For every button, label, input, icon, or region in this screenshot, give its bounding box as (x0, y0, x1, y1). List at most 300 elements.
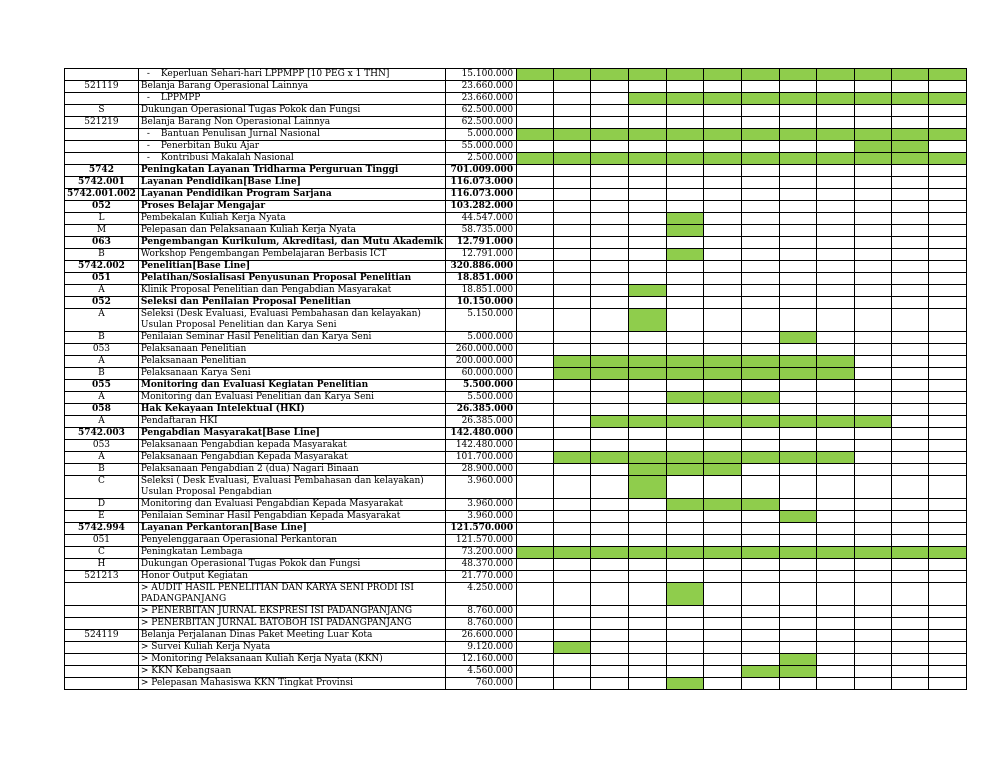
account-code-cell: C (65, 547, 139, 559)
table-row (65, 392, 967, 404)
month-cell-1 (517, 165, 554, 177)
month-cell-8 (780, 213, 817, 225)
bullet-dash: - (146, 141, 150, 151)
month-cell-5 (667, 428, 704, 440)
description-text: LPPMPP (160, 93, 201, 103)
description-cell: Pelaksanaan Pengabdian kepada Masyarakat (138, 440, 445, 452)
month-cell-9 (817, 654, 855, 666)
month-cell-2 (554, 380, 591, 392)
month-cell-9 (817, 261, 855, 273)
table-row (65, 583, 967, 606)
description-cell: Belanja Barang Non Operasional Lainnya (138, 117, 445, 129)
month-cell-4 (629, 368, 667, 380)
month-cell-5 (667, 559, 704, 571)
month-cell-2 (554, 297, 591, 309)
month-cell-12 (929, 392, 967, 404)
amount-cell: 60.000.000 (446, 368, 517, 380)
month-cell-9 (817, 201, 855, 213)
month-cell-5 (667, 189, 704, 201)
month-cell-7 (742, 535, 780, 547)
month-cell-6 (704, 523, 742, 535)
month-cell-6 (704, 213, 742, 225)
month-cell-2 (554, 189, 591, 201)
table-row (65, 404, 967, 416)
month-cell-7 (742, 523, 780, 535)
month-cell-10 (855, 583, 892, 606)
month-cell-8 (780, 117, 817, 129)
month-cell-11 (892, 309, 929, 332)
month-cell-12 (929, 571, 967, 583)
description-cell: > PENERBITAN JURNAL EKSPRESI ISI PADANGPANJANG (138, 606, 445, 618)
amount-cell: 12.791.000 (446, 237, 517, 249)
table-row (65, 356, 967, 368)
month-cell-1 (517, 213, 554, 225)
month-cell-3 (591, 81, 629, 93)
month-cell-11 (892, 249, 929, 261)
month-cell-7 (742, 416, 780, 428)
month-cell-7 (742, 189, 780, 201)
amount-cell: 12.791.000 (446, 249, 517, 261)
month-cell-1 (517, 93, 554, 105)
month-cell-7 (742, 404, 780, 416)
month-cell-5 (667, 583, 704, 606)
month-cell-10 (855, 213, 892, 225)
month-cell-1 (517, 237, 554, 249)
month-cell-11 (892, 297, 929, 309)
month-cell-1 (517, 392, 554, 404)
month-cell-8 (780, 273, 817, 285)
month-cell-12 (929, 177, 967, 189)
month-cell-8 (780, 583, 817, 606)
month-cell-4 (629, 499, 667, 511)
month-cell-10 (855, 153, 892, 165)
month-cell-10 (855, 356, 892, 368)
month-cell-4 (629, 225, 667, 237)
month-cell-10 (855, 177, 892, 189)
month-cell-12 (929, 583, 967, 606)
month-cell-6 (704, 237, 742, 249)
month-cell-11 (892, 630, 929, 642)
month-cell-2 (554, 464, 591, 476)
account-code-cell: 521219 (65, 117, 139, 129)
month-cell-3 (591, 332, 629, 344)
table-row (65, 177, 967, 189)
table-row (65, 642, 967, 654)
month-cell-8 (780, 165, 817, 177)
month-cell-1 (517, 535, 554, 547)
month-cell-12 (929, 416, 967, 428)
account-code-cell: 052 (65, 297, 139, 309)
amount-cell: 5.150.000 (446, 309, 517, 332)
month-cell-7 (742, 511, 780, 523)
amount-cell: 18.851.000 (446, 273, 517, 285)
month-cell-4 (629, 618, 667, 630)
month-cell-12 (929, 332, 967, 344)
table-row (65, 344, 967, 356)
month-cell-12 (929, 141, 967, 153)
month-cell-5 (667, 499, 704, 511)
month-cell-8 (780, 177, 817, 189)
month-cell-11 (892, 606, 929, 618)
month-cell-1 (517, 177, 554, 189)
month-cell-6 (704, 81, 742, 93)
account-code-cell: 5742.001.002 (65, 189, 139, 201)
month-cell-2 (554, 213, 591, 225)
month-cell-12 (929, 666, 967, 678)
month-cell-5 (667, 678, 704, 690)
month-cell-2 (554, 141, 591, 153)
table-row (65, 428, 967, 440)
month-cell-9 (817, 309, 855, 332)
account-code-cell (65, 153, 139, 165)
month-cell-7 (742, 666, 780, 678)
description-cell: Penilaian Seminar Hasil Penelitian dan Karya Seni (138, 332, 445, 344)
amount-cell: 142.480.000 (446, 440, 517, 452)
month-cell-7 (742, 547, 780, 559)
month-cell-12 (929, 129, 967, 141)
month-cell-10 (855, 249, 892, 261)
month-cell-2 (554, 678, 591, 690)
month-cell-11 (892, 141, 929, 153)
month-cell-3 (591, 129, 629, 141)
month-cell-8 (780, 618, 817, 630)
month-cell-9 (817, 368, 855, 380)
month-cell-6 (704, 105, 742, 117)
description-cell: Pembekalan Kuliah Kerja Nyata (138, 213, 445, 225)
month-cell-9 (817, 559, 855, 571)
account-code-cell: A (65, 416, 139, 428)
amount-cell: 62.500.000 (446, 105, 517, 117)
month-cell-6 (704, 559, 742, 571)
month-cell-9 (817, 225, 855, 237)
month-cell-1 (517, 141, 554, 153)
description-cell: > AUDIT HASIL PENELITIAN DAN KARYA SENI PRODI ISI PADANGPANJANG (138, 583, 445, 606)
month-cell-2 (554, 129, 591, 141)
month-cell-5 (667, 630, 704, 642)
month-cell-6 (704, 69, 742, 81)
month-cell-7 (742, 380, 780, 392)
month-cell-11 (892, 678, 929, 690)
month-cell-1 (517, 225, 554, 237)
description-text: Keperluan Sehari-hari LPPMPP [10 PEG x 1 THN] (160, 69, 390, 79)
month-cell-6 (704, 392, 742, 404)
month-cell-6 (704, 93, 742, 105)
description-cell: Proses Belajar Mengajar (138, 201, 445, 213)
month-cell-4 (629, 523, 667, 535)
month-cell-2 (554, 309, 591, 332)
month-cell-7 (742, 452, 780, 464)
description-cell: Pengabdian Masyarakat[Base Line] (138, 428, 445, 440)
amount-cell: 55.000.000 (446, 141, 517, 153)
month-cell-3 (591, 213, 629, 225)
amount-cell: 18.851.000 (446, 285, 517, 297)
account-code-cell: D (65, 499, 139, 511)
month-cell-9 (817, 511, 855, 523)
month-cell-2 (554, 654, 591, 666)
month-cell-3 (591, 285, 629, 297)
month-cell-10 (855, 344, 892, 356)
month-cell-12 (929, 153, 967, 165)
table-row (65, 618, 967, 630)
month-cell-2 (554, 571, 591, 583)
month-cell-1 (517, 416, 554, 428)
month-cell-12 (929, 309, 967, 332)
month-cell-11 (892, 81, 929, 93)
month-cell-7 (742, 571, 780, 583)
account-code-cell (65, 678, 139, 690)
amount-cell: 26.385.000 (446, 404, 517, 416)
month-cell-6 (704, 380, 742, 392)
month-cell-6 (704, 344, 742, 356)
month-cell-3 (591, 452, 629, 464)
account-code-cell (65, 93, 139, 105)
account-code-cell: 063 (65, 237, 139, 249)
month-cell-7 (742, 368, 780, 380)
month-cell-10 (855, 285, 892, 297)
month-cell-2 (554, 547, 591, 559)
month-cell-7 (742, 428, 780, 440)
month-cell-1 (517, 452, 554, 464)
description-cell: Honor Output Kegiatan (138, 571, 445, 583)
amount-cell: 9.120.000 (446, 642, 517, 654)
table-row (65, 129, 967, 141)
month-cell-2 (554, 344, 591, 356)
amount-cell: 26.600.000 (446, 630, 517, 642)
month-cell-3 (591, 189, 629, 201)
account-code-cell (65, 606, 139, 618)
month-cell-9 (817, 404, 855, 416)
month-cell-3 (591, 547, 629, 559)
month-cell-1 (517, 476, 554, 499)
month-cell-7 (742, 261, 780, 273)
month-cell-5 (667, 261, 704, 273)
description-cell: > Monitoring Pelaksanaan Kuliah Kerja Nyata (KKN) (138, 654, 445, 666)
month-cell-6 (704, 476, 742, 499)
month-cell-9 (817, 332, 855, 344)
description-cell (138, 153, 445, 165)
month-cell-6 (704, 440, 742, 452)
month-cell-6 (704, 678, 742, 690)
month-cell-4 (629, 452, 667, 464)
month-cell-11 (892, 356, 929, 368)
month-cell-7 (742, 642, 780, 654)
month-cell-12 (929, 606, 967, 618)
month-cell-2 (554, 93, 591, 105)
month-cell-6 (704, 285, 742, 297)
month-cell-5 (667, 332, 704, 344)
amount-cell: 5.000.000 (446, 332, 517, 344)
month-cell-10 (855, 416, 892, 428)
amount-cell: 116.073.000 (446, 189, 517, 201)
month-cell-3 (591, 416, 629, 428)
month-cell-5 (667, 392, 704, 404)
month-cell-12 (929, 356, 967, 368)
month-cell-4 (629, 344, 667, 356)
month-cell-6 (704, 117, 742, 129)
month-cell-10 (855, 476, 892, 499)
table-row (65, 571, 967, 583)
month-cell-6 (704, 297, 742, 309)
month-cell-11 (892, 476, 929, 499)
month-cell-12 (929, 201, 967, 213)
month-cell-5 (667, 404, 704, 416)
bullet-dash: - (146, 93, 150, 103)
table-row (65, 153, 967, 165)
month-cell-3 (591, 309, 629, 332)
amount-cell: 4.250.000 (446, 583, 517, 606)
account-code-cell: 521213 (65, 571, 139, 583)
month-cell-2 (554, 69, 591, 81)
month-cell-3 (591, 201, 629, 213)
month-cell-9 (817, 452, 855, 464)
table-row (65, 213, 967, 225)
table-row (65, 464, 967, 476)
month-cell-2 (554, 606, 591, 618)
amount-cell: 5.000.000 (446, 129, 517, 141)
month-cell-7 (742, 476, 780, 499)
description-cell: Penyelenggaraan Operasional Perkantoran (138, 535, 445, 547)
month-cell-4 (629, 511, 667, 523)
table-row (65, 105, 967, 117)
month-cell-1 (517, 440, 554, 452)
month-cell-2 (554, 177, 591, 189)
amount-cell: 73.200.000 (446, 547, 517, 559)
month-cell-2 (554, 237, 591, 249)
account-code-cell: 051 (65, 535, 139, 547)
month-cell-2 (554, 535, 591, 547)
month-cell-10 (855, 309, 892, 332)
amount-cell: 3.960.000 (446, 476, 517, 499)
month-cell-10 (855, 141, 892, 153)
month-cell-1 (517, 630, 554, 642)
month-cell-9 (817, 440, 855, 452)
account-code-cell: A (65, 356, 139, 368)
month-cell-5 (667, 105, 704, 117)
description-cell: Dukungan Operasional Tugas Pokok dan Fungsi (138, 105, 445, 117)
month-cell-2 (554, 476, 591, 499)
month-cell-1 (517, 69, 554, 81)
table-row (65, 380, 967, 392)
table-row (65, 535, 967, 547)
month-cell-4 (629, 535, 667, 547)
month-cell-1 (517, 249, 554, 261)
month-cell-11 (892, 642, 929, 654)
account-code-cell: M (65, 225, 139, 237)
month-cell-7 (742, 153, 780, 165)
month-cell-5 (667, 273, 704, 285)
month-cell-2 (554, 225, 591, 237)
table-row (65, 476, 967, 499)
month-cell-11 (892, 452, 929, 464)
month-cell-5 (667, 153, 704, 165)
month-cell-12 (929, 678, 967, 690)
month-cell-7 (742, 654, 780, 666)
month-cell-4 (629, 141, 667, 153)
month-cell-9 (817, 571, 855, 583)
month-cell-6 (704, 416, 742, 428)
month-cell-2 (554, 511, 591, 523)
month-cell-2 (554, 404, 591, 416)
month-cell-3 (591, 105, 629, 117)
month-cell-11 (892, 583, 929, 606)
month-cell-1 (517, 618, 554, 630)
month-cell-3 (591, 511, 629, 523)
month-cell-4 (629, 261, 667, 273)
account-code-cell: A (65, 309, 139, 332)
month-cell-11 (892, 201, 929, 213)
month-cell-10 (855, 499, 892, 511)
description-cell: Belanja Barang Operasional Lainnya (138, 81, 445, 93)
amount-cell: 260.000.000 (446, 344, 517, 356)
account-code-cell: 055 (65, 380, 139, 392)
description-cell: > Survei Kuliah Kerja Nyata (138, 642, 445, 654)
amount-cell: 200.000.000 (446, 356, 517, 368)
month-cell-2 (554, 261, 591, 273)
month-cell-2 (554, 440, 591, 452)
month-cell-6 (704, 499, 742, 511)
amount-cell: 44.547.000 (446, 213, 517, 225)
month-cell-9 (817, 213, 855, 225)
amount-cell: 15.100.000 (446, 69, 517, 81)
month-cell-9 (817, 464, 855, 476)
month-cell-10 (855, 618, 892, 630)
month-cell-9 (817, 547, 855, 559)
month-cell-4 (629, 213, 667, 225)
month-cell-12 (929, 630, 967, 642)
month-cell-10 (855, 165, 892, 177)
month-cell-7 (742, 309, 780, 332)
account-code-cell (65, 666, 139, 678)
month-cell-9 (817, 237, 855, 249)
month-cell-1 (517, 464, 554, 476)
amount-cell: 23.660.000 (446, 81, 517, 93)
account-code-cell: B (65, 332, 139, 344)
month-cell-7 (742, 678, 780, 690)
month-cell-12 (929, 654, 967, 666)
month-cell-2 (554, 201, 591, 213)
month-cell-5 (667, 535, 704, 547)
month-cell-10 (855, 452, 892, 464)
month-cell-8 (780, 476, 817, 499)
month-cell-6 (704, 153, 742, 165)
month-cell-10 (855, 332, 892, 344)
month-cell-7 (742, 499, 780, 511)
table-row (65, 273, 967, 285)
month-cell-5 (667, 356, 704, 368)
description-cell: Seleksi dan Penilaian Proposal Penelitian (138, 297, 445, 309)
month-cell-8 (780, 464, 817, 476)
description-cell: > KKN Kebangsaan (138, 666, 445, 678)
account-code-cell: 5742.994 (65, 523, 139, 535)
table-row (65, 297, 967, 309)
month-cell-1 (517, 511, 554, 523)
month-cell-8 (780, 153, 817, 165)
month-cell-1 (517, 153, 554, 165)
month-cell-8 (780, 511, 817, 523)
description-cell: Pelepasan dan Pelaksanaan Kuliah Kerja Nyata (138, 225, 445, 237)
description-cell: Seleksi (Desk Evaluasi, Evaluasi Pembahasan dan kelayakan) Usulan Proposal Penelitian dan Karya Seni (138, 309, 445, 332)
month-cell-6 (704, 356, 742, 368)
table-row (65, 452, 967, 464)
month-cell-6 (704, 165, 742, 177)
month-cell-9 (817, 392, 855, 404)
month-cell-4 (629, 380, 667, 392)
table-row (65, 141, 967, 153)
description-text: Penerbitan Buku Ajar (160, 141, 260, 151)
month-cell-6 (704, 666, 742, 678)
month-cell-9 (817, 344, 855, 356)
month-cell-10 (855, 535, 892, 547)
